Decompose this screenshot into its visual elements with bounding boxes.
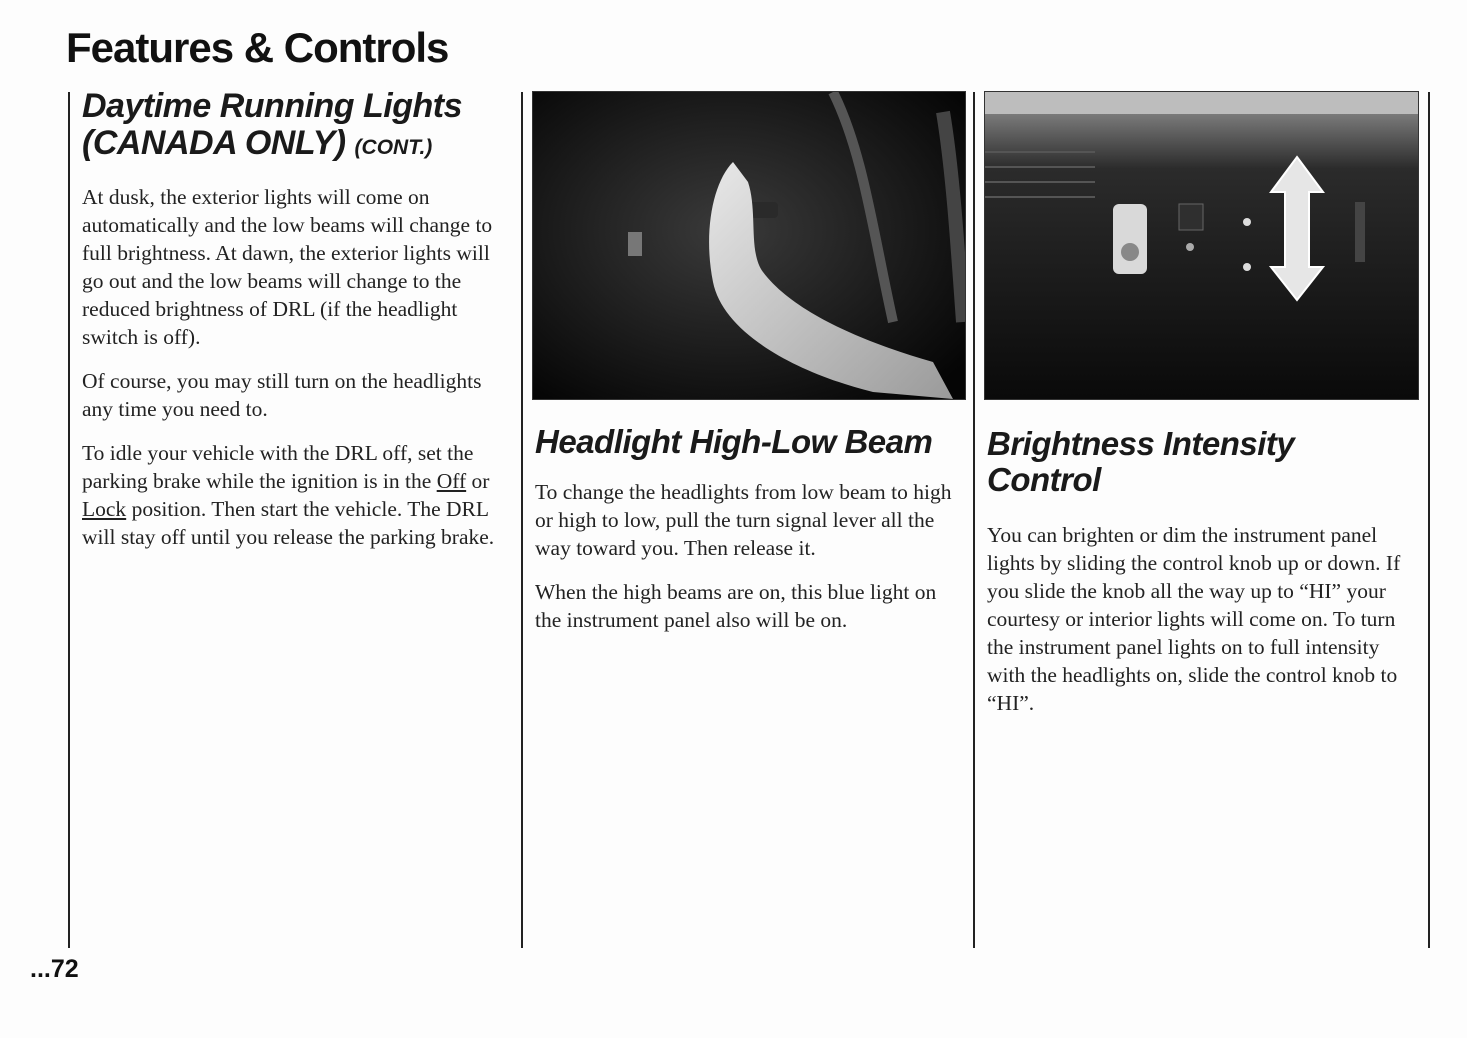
drl-paragraph-3 [82,439,514,551]
page-title: Features & Controls [66,24,449,71]
column-rule-2 [973,92,975,948]
column-rule-left [68,92,70,948]
heading-line-2: Control [987,461,1101,499]
cont-label: (CONT.) [354,136,433,160]
section-headlight-high-low-beam [535,424,965,650]
drl-p3-text-a: To idle your vehicle with the DRL off, set the parking brake while the ignition is in the [82,440,474,493]
section-heading-drl [82,88,514,163]
drl-paragraph-2: Of course, you may still turn on the headlights any time you need to. [82,368,482,421]
section-heading-brightness [987,426,1421,499]
high-low-paragraph-2: When the high beams are on, this blue light on the instrument panel also will be on. [535,580,937,633]
page-number: ...72 [30,955,79,983]
drl-paragraph-1: At dusk, the exterior lights will come on automatically and the low beams will change to full brightness. At dawn, the exterior lights will go out and the low beams will change to the reduced brightness of DRL (if the headlight switch is off). [82,184,493,349]
section-heading-high-low: Headlight High-Low Beam [535,423,933,460]
brightness-paragraph-1: You can brighten or dim the instrument panel lights by sliding the control knob up or down. If you slide the knob all the way up to “HI” your courtesy or interior lights will come on. To turn the instrument panel lights on to full intensity with the headlights on, slide the control knob to “HI”. [987,522,1401,715]
photo-brightness-control [984,91,1419,400]
off-position-label: Off [436,468,467,493]
column-rule-1 [521,92,523,948]
heading-line-2: (CANADA ONLY) [82,124,346,163]
column-rule-right [1428,92,1430,948]
photo-turn-signal-lever [532,91,966,400]
section-brightness-intensity [987,426,1421,733]
section-daytime-running-lights [82,88,514,567]
heading-line-1: Daytime Running Lights [82,87,462,125]
drl-p3-text-b: or [466,468,490,493]
heading-line-1: Brightness Intensity [987,425,1295,462]
lock-position-label: Lock [82,496,127,521]
high-low-paragraph-1: To change the headlights from low beam to high or high to low, pull the turn signal lever all the way toward you. Then release it. [535,480,952,561]
drl-p3-text-c: position. Then start the vehicle. The DRL will stay off until you release the parking brake. [82,496,495,549]
